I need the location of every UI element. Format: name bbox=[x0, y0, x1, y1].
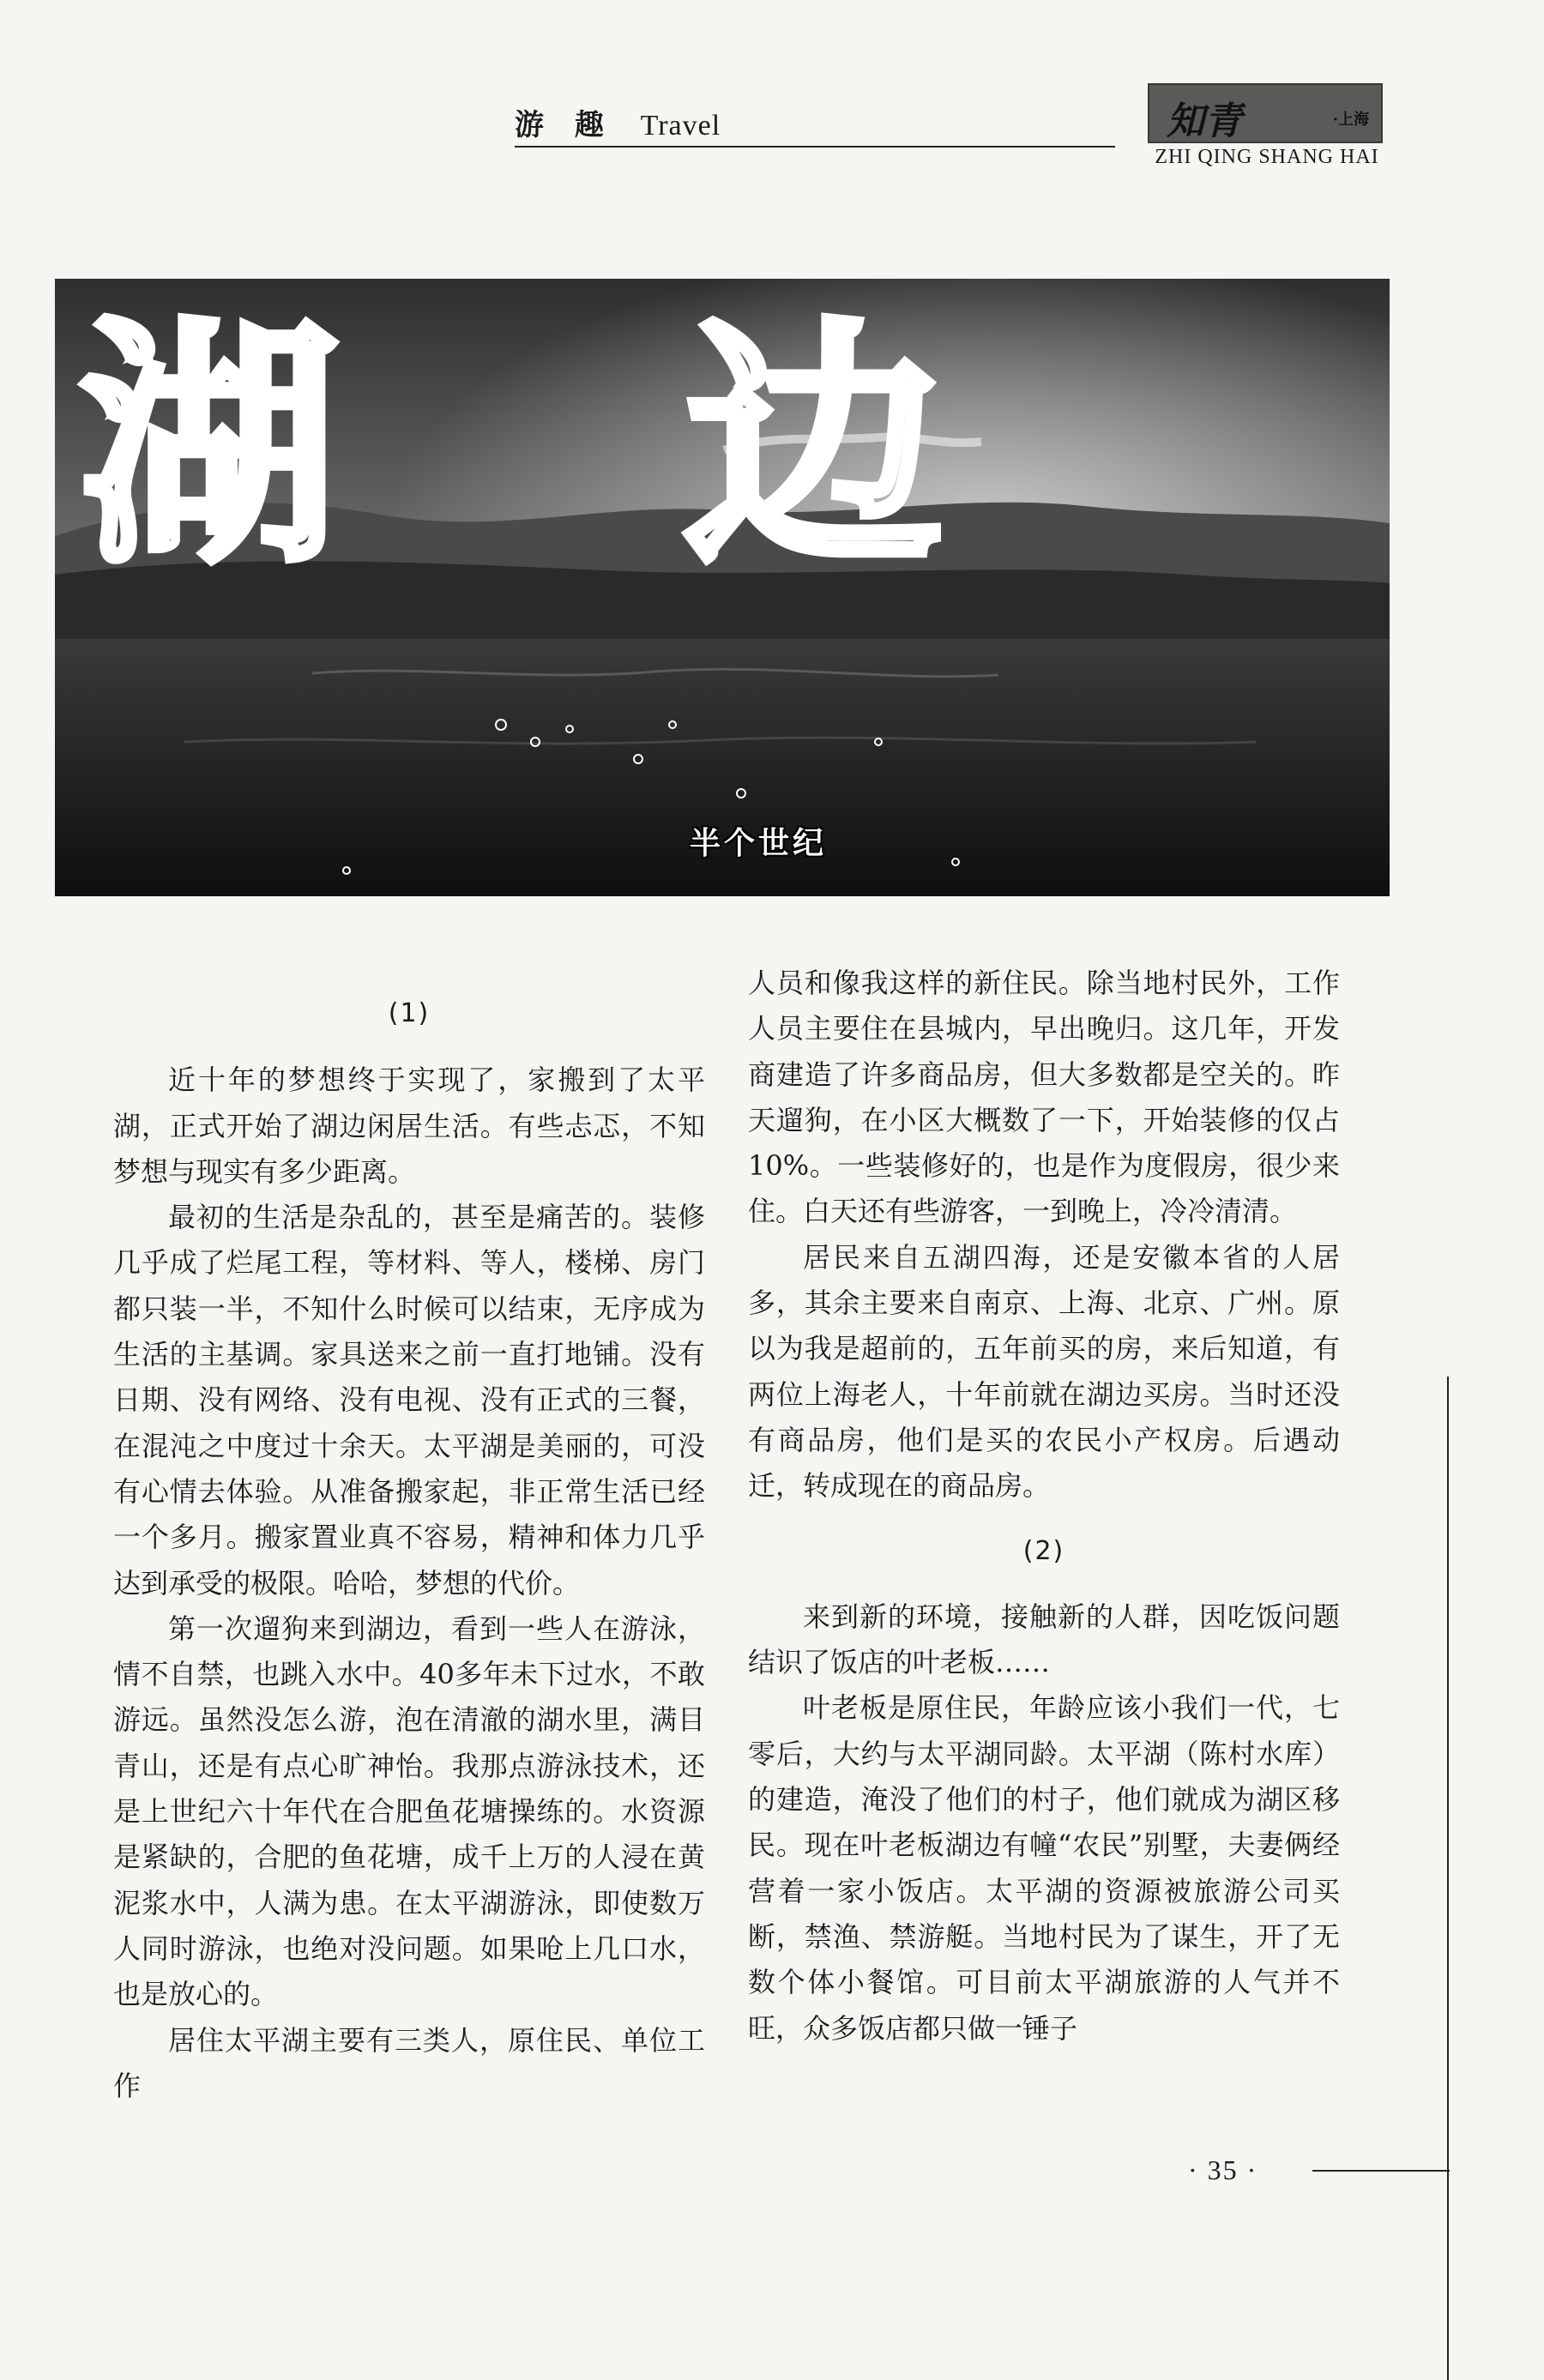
banner-title: 湖 边 bbox=[81, 298, 1071, 597]
article-paragraph: 居住太平湖主要有三类人，原住民、单位工作 bbox=[113, 2023, 705, 2102]
article-paragraph: 最初的生活是杂乱的，甚至是痛苦的。装修几乎成了烂尾工程，等材料、等人，楼梯、房门都只装一半，不知什么时候可以结束，无序成为生活的主基调。家具送来之前一直打地铺。没有日期、没有网络、没有电视、没有正式的三餐，在混沌之中度过十余天。太平湖是美丽的，可没有心情去体验。从准备搬家起，非正常生活已经一个多月。搬家置业真不容易，精神和体力几乎达到承受的极限。哈哈，梦想的代价。 bbox=[113, 1201, 705, 1600]
section-header bbox=[515, 101, 1115, 143]
page-number: · 35 · bbox=[1188, 2154, 1258, 2185]
section-heading-1: (1) bbox=[388, 998, 431, 1028]
logo-main-text: 知青 bbox=[1167, 99, 1242, 143]
banner-title-art bbox=[55, 279, 1071, 605]
article-column-left bbox=[113, 956, 705, 2109]
section-name-en: Travel bbox=[640, 110, 721, 142]
section-name-cn: 游 趣 bbox=[515, 108, 614, 142]
article-paragraph: 第一次遛狗来到湖边，看到一些人在游泳，情不自禁，也跳入水中。40多年未下过水，不敢游远。虽然没怎么游，泡在清澈的湖水里，满目青山，还是有点心旷神怡。我那点游泳技术，还是上世纪六十年代在合肥鱼花塘操练的。水资源是紧缺的，合肥的鱼花塘，成千上万的人浸在黄泥浆水中，人满为患。在太平湖游泳，即使数万人同时游泳，也绝对没问题。如果呛上几口水，也是放心的。 bbox=[113, 1612, 705, 2011]
article-paragraph-continued: 人员和像我这样的新住民。除当地村民外，工作人员主要住在县城内，早出晚归。这几年，开发商建造了许多商品房，但大多数都是空关的。昨天遛狗，在小区大概数了一下，开始装修的仅占10%。一些装修好的，也是作为度假房，很少来住。白天还有些游客，一到晚上，冷冷清清。 bbox=[748, 967, 1340, 1228]
section-heading-2: (2) bbox=[1022, 1535, 1065, 1566]
header-rule bbox=[515, 146, 1115, 148]
logo-sub-text: ·上海 bbox=[1332, 111, 1369, 129]
article-paragraph: 居民来自五湖四海，还是安徽本省的人居多，其余主要来自南京、上海、北京、广州。原以为我是超前的，五年前买的房，来后知道，有两位上海老人，十年前就在湖边买房。当时还没有商品房，他们是买的农民小产权房。后遇动迁，转成现在的商品房。 bbox=[748, 1240, 1340, 1503]
magazine-logo bbox=[1148, 83, 1383, 143]
hero-photo bbox=[55, 279, 1390, 896]
banner-subtitle: 半个世纪 bbox=[689, 826, 827, 861]
page-number-rule bbox=[1312, 2170, 1450, 2172]
margin-rule bbox=[1447, 1377, 1449, 2380]
article-paragraph: 叶老板是原住民，年龄应该小我们一代，七零后，大约与太平湖同龄。太平湖（陈村水库）的建造，淹没了他们的村子，他们就成为湖区移民。现在叶老板湖边有幢“农民”别墅，夫妻俩经营着一家小饭店。太平湖的资源被旅游公司买断，禁渔、禁游艇。当地村民为了谋生，开了无数个体小餐馆。可目前太平湖旅游的人气并不旺，众多饭店都只做一锤子 bbox=[748, 1691, 1340, 2045]
article-paragraph: 来到新的环境，接触新的人群，因吃饭问题结识了饭店的叶老板…… bbox=[748, 1600, 1340, 1679]
article-paragraph: 近十年的梦想终于实现了，家搬到了太平湖，正式开始了湖边闲居生活。有些忐忑，不知梦想与现实有多少距离。 bbox=[113, 1063, 705, 1188]
logo-caption: ZHI QING SHANG HAI bbox=[1155, 146, 1379, 168]
article-column-right bbox=[748, 961, 1340, 2052]
